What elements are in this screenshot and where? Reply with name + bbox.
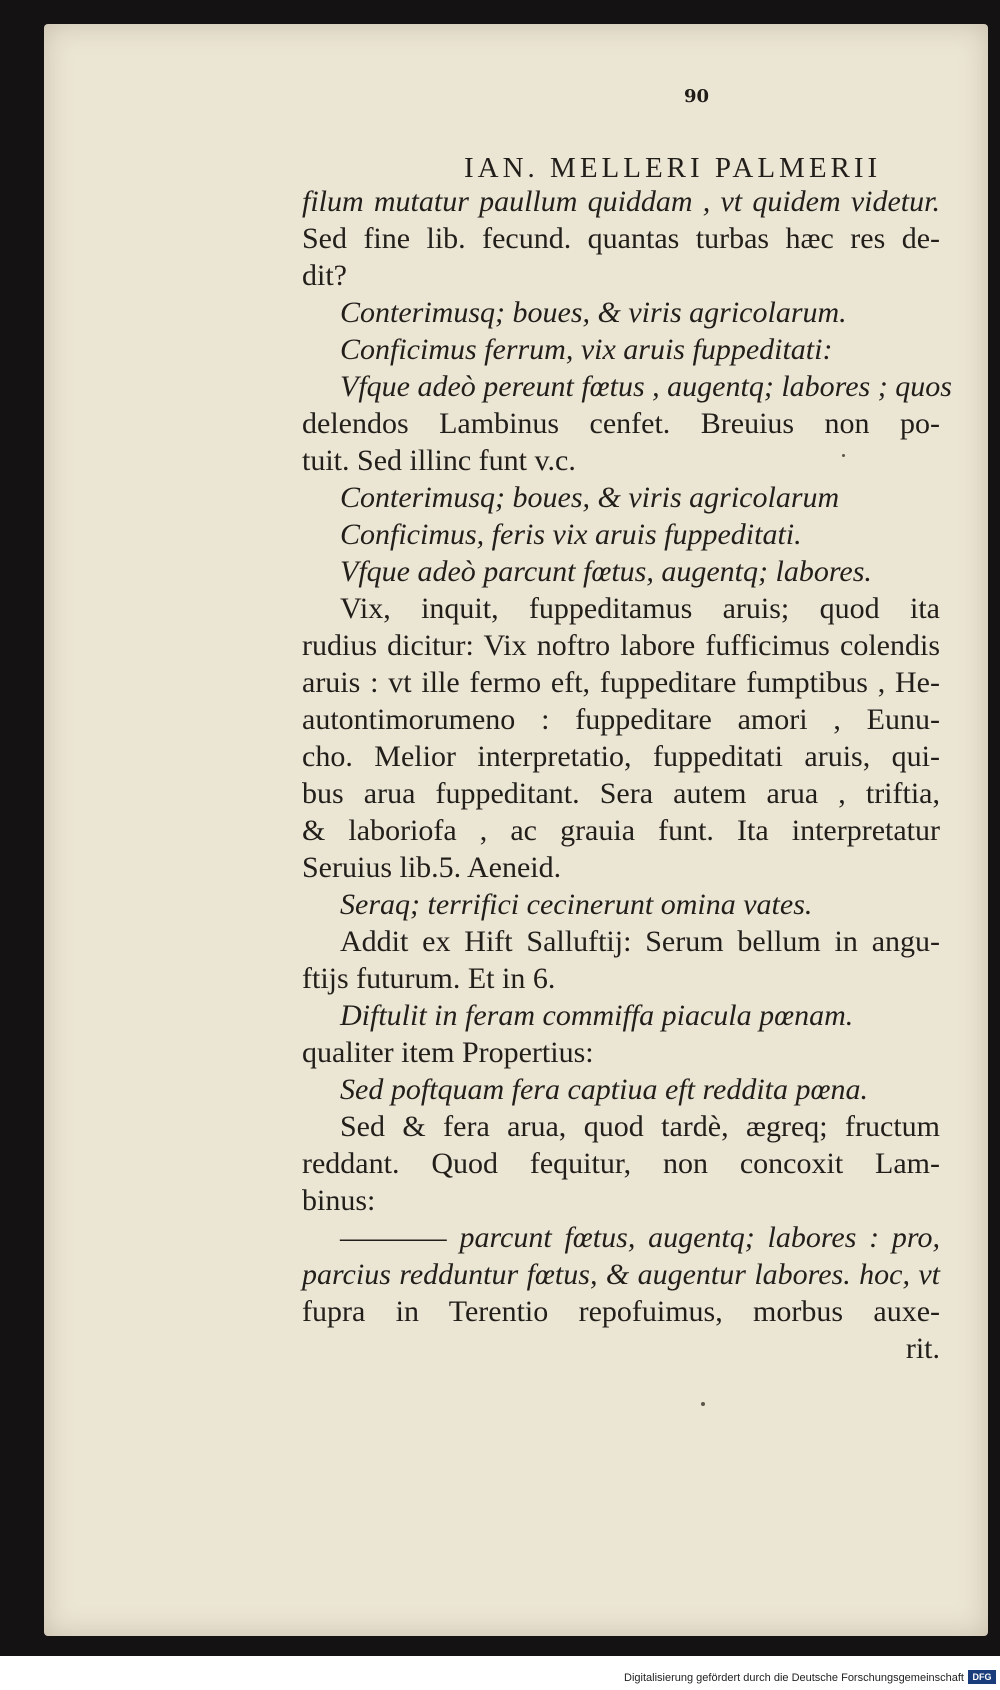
book-page: [44, 24, 988, 1636]
text-line: parcius redduntur fœtus, & augentur labores. hoc, vt: [302, 1258, 940, 1291]
text-line: reddant. Quod fequitur, non concoxit Lam-: [302, 1147, 940, 1180]
text-line: qualiter item Propertius:: [302, 1036, 594, 1069]
verse-line: Vfque adeò parcunt fœtus, augentq; labores.: [340, 555, 872, 588]
page-number: 90: [684, 86, 710, 107]
dfg-logo: DFG: [968, 1670, 996, 1684]
ink-speck: [842, 454, 845, 457]
text-line: Vix, inquit, fuppeditamus aruis; quod ita: [340, 592, 940, 625]
text-line: Sed fine lib. fecund. quantas turbas hæc res de-: [302, 222, 940, 255]
verse-line: Seraq; terrifici cecinerunt omina vates.: [340, 888, 813, 921]
digitization-credit: Digitalisierung gefördert durch die Deutsche Forschungsgemeinschaft: [624, 1672, 964, 1684]
verse-line: Conterimusq; boues, & viris agricolarum: [340, 481, 840, 514]
text-line: dit?: [302, 259, 347, 292]
text-line: ftijs futurum. Et in 6.: [302, 962, 556, 995]
verse-line: Conficimus ferrum, vix aruis fuppeditati:: [340, 333, 833, 366]
text-line: Addit ex Hift Salluftij: Serum bellum in angu-: [340, 925, 940, 958]
running-head: IAN. MELLERI PALMERII: [464, 152, 882, 184]
text-line: bus arua fuppeditant. Sera autem arua , triftia,: [302, 777, 940, 810]
text-line: aruis : vt ille fermo eft, fuppeditare fumptibus , He-: [302, 666, 940, 699]
text-line: cho. Melior interpretatio, fuppeditati aruis, qui-: [302, 740, 940, 773]
text-line: & laboriofa , ac grauia funt. Ita interpretatur: [302, 814, 940, 847]
text-line: delendos Lambinus cenfet. Breuius non po-: [302, 407, 940, 440]
text-line: rudius dicitur: Vix noftro labore fufficimus colendis: [302, 629, 940, 662]
ink-speck: [701, 1402, 705, 1406]
text-line: ———— parcunt fœtus, augentq; labores : pro,: [340, 1221, 940, 1254]
text-line: rit.: [905, 1332, 940, 1365]
text-line: autontimorumeno : fuppeditare amori , Eunu-: [302, 703, 940, 736]
text-line: Seruius lib.5. Aeneid.: [302, 851, 562, 884]
verse-line: Diftulit in feram commiffa piacula pœnam.: [340, 999, 854, 1032]
text-line: tuit. Sed illinc funt v.c.: [302, 444, 576, 477]
text-line: binus:: [302, 1184, 376, 1217]
verse-line: Sed poftquam fera captiua eft reddita pœna.: [340, 1073, 869, 1106]
verse-line: Conficimus, feris vix aruis fuppeditati.: [340, 518, 802, 551]
verse-line: Vfque adeò pereunt fœtus , augentq; labores ; quos: [340, 370, 952, 403]
verse-line: Conterimusq; boues, & viris agricolarum.: [340, 296, 847, 329]
text-line: filum mutatur paullum quiddam , vt quidem videtur.: [302, 185, 940, 218]
text-line: fupra in Terentio repofuimus, morbus auxe-: [302, 1295, 940, 1328]
text-line: Sed & fera arua, quod tardè, ægreq; fructum: [340, 1110, 940, 1143]
